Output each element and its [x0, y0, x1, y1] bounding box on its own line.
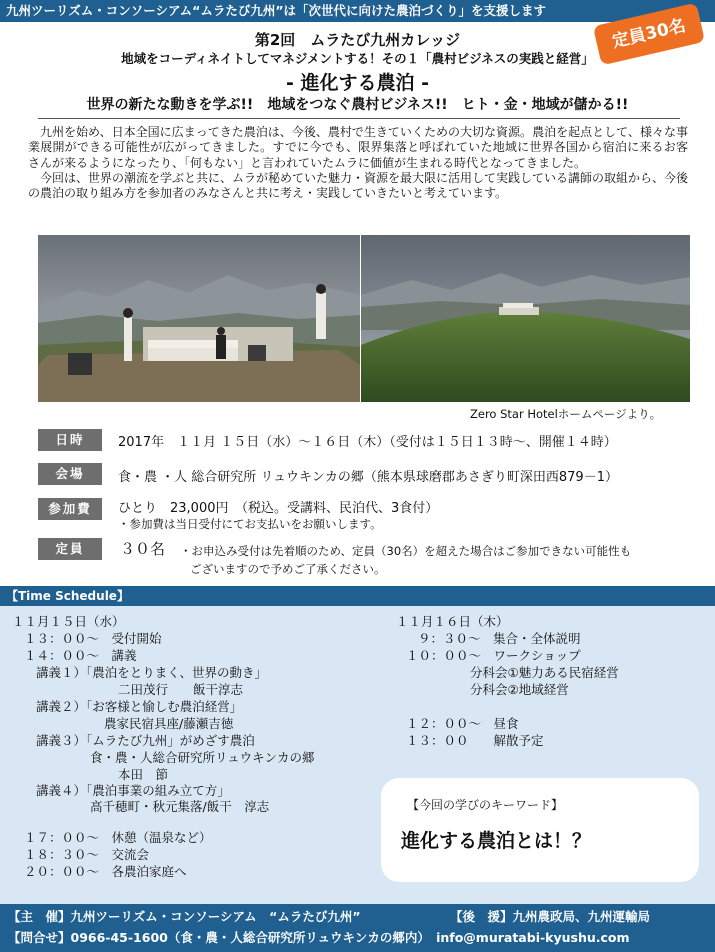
keyword-title: 【今回の学びのキーワード】: [407, 798, 564, 812]
fee-note: ・参加費は当日受付にてお支払いをお願いします。: [118, 517, 382, 531]
day1-item: １３：００～ 受付開始: [24, 631, 162, 646]
day1-item: ２０：００～ 各農泊家庭へ: [24, 864, 187, 879]
lecture-3: 講義３）「ムラたび九州」がめざす農泊: [36, 733, 255, 748]
day2-item: ９：３０～ 集合・全体説明: [418, 631, 581, 646]
footer-host: 【主 催】九州ツーリズム・コンソーシアム “ムラたび九州”: [8, 909, 361, 924]
event-title: 第2回 ムラたび九州カレッジ: [254, 31, 461, 49]
photo-credit: Zero Star Hotelホームページより。: [470, 407, 662, 421]
lecture-1: 講義１）「農泊をとりまく、世界の動き」: [36, 665, 268, 680]
fee-label: 参加費: [38, 498, 102, 520]
day2-item: １３：００ 解散予定: [406, 733, 544, 748]
workshop-session-1: 分科会①魅力ある民宿経営: [470, 665, 619, 680]
footer: [0, 904, 715, 952]
schedule-header: 【Time Schedule】: [0, 586, 715, 606]
footer-contact: 【問合せ】0966-45-1600（食・農・人総合研究所リュウキンカの郷内） info@muratabi-kyushu.com: [8, 930, 630, 945]
day2-item: １０：００～ ワークショップ: [406, 648, 581, 663]
time-schedule: [0, 586, 715, 904]
intro-text: [28, 125, 688, 201]
workshop-session-2: 分科会②地域経営: [470, 682, 569, 697]
day1-item: １４：００～ 講義: [24, 648, 137, 663]
lecture-3-org: 食・農・人総合研究所リュウキンカの郷: [90, 750, 315, 765]
day1-date: １１月１５日（水）: [12, 614, 125, 629]
fee-value: ひとり 23,000円 （税込。受講料、民泊代、3食付）: [118, 501, 439, 516]
event-subtitle: 地域をコーディネイトしてマネジメントする！その１「農村ビジネスの実践と経営」: [121, 51, 594, 66]
day1-item: １７：００～ 休憩（温泉など）: [24, 830, 212, 845]
intro-paragraph-2: 今回は、世界の潮流を学ぶと共に、ムラが秘めていた魅力・資源を最大限に活用して実践している講師の取組から、今後の農泊の取り組み方を参加者のみなさんと共に考え・実践していきたいと考えています。: [28, 170, 689, 201]
capacity-note-1: ・お申込み受付は先着順のため、定員（30名）を超えた場合はご参加できない可能性も: [180, 544, 632, 558]
photo-hilltop-bed-closeup: [38, 235, 360, 402]
keyword-text: 進化する農泊とは！？: [401, 830, 592, 852]
lecture-2: 講義２）「お客様と愉しむ農泊経営」: [36, 699, 243, 714]
lecture-4-speaker: 高千穂町・秋元集落/飯干 淳志: [90, 799, 270, 814]
lecture-2-speaker: 農家民宿具座/藤瀬吉徳: [104, 716, 234, 731]
top-banner: 九州ツーリズム・コンソーシアム“ムラたび九州”は「次世代に向けた農泊づくり」を支援します: [0, 0, 715, 22]
keyword-box: [381, 778, 699, 882]
footer-support: 【後 援】九州農政局、九州運輸局: [450, 909, 651, 924]
day1-item: １８：３０～ 交流会: [24, 847, 150, 862]
photo-hilltop-bed-distant: [361, 235, 690, 402]
day2-date: １１月１６日（木）: [396, 614, 509, 629]
lecture-4: 講義４）「農泊事業の組み立て方」: [36, 783, 230, 798]
capacity-note-2: ございますので予めご了承ください。: [190, 562, 386, 576]
capacity-badge: 定員30名: [593, 3, 705, 66]
intro-paragraph-1: 九州を始め、日本全国に広まってきた農泊は、今後、農村で生きていくための大切な資源。農泊を起点として、様々な事業展開ができる可能性が広がってきました。すでに今でも、限界集落と呼ばれていた地域に世界各国から宿泊に来るお客さんが来るようになったり、「何もない」と言われていたムラに価値が生まれる時代となってきました。: [28, 125, 688, 170]
title-divider: [38, 118, 680, 119]
lecture-3-speaker: 本田 節: [118, 767, 169, 782]
capacity-value: ３０名: [120, 540, 166, 558]
day2-item: １２：００～ 昼食: [406, 716, 519, 731]
venue-label: 会場: [38, 463, 102, 485]
lecture-1-speakers: 二田茂行 飯干淳志: [118, 682, 244, 697]
event-theme: - 進化する農泊 -: [285, 72, 429, 94]
capacity-label: 定員: [38, 538, 102, 560]
venue-value: 食・農 ・人 総合研究所 リュウキンカの郷（熊本県球磨郡あさぎり町深田西879－1）: [118, 470, 618, 485]
date-value: 2017年 １１月 １５日（水）～１６日（木）（受付は１５日１３時～、開催１４時）: [118, 435, 617, 450]
event-tagline: 世界の新たな動きを学ぶ!! 地域をつなぐ農村ビジネス!! ヒト・金・地域が儲かる!!: [86, 97, 629, 113]
date-label: 日時: [38, 429, 102, 451]
